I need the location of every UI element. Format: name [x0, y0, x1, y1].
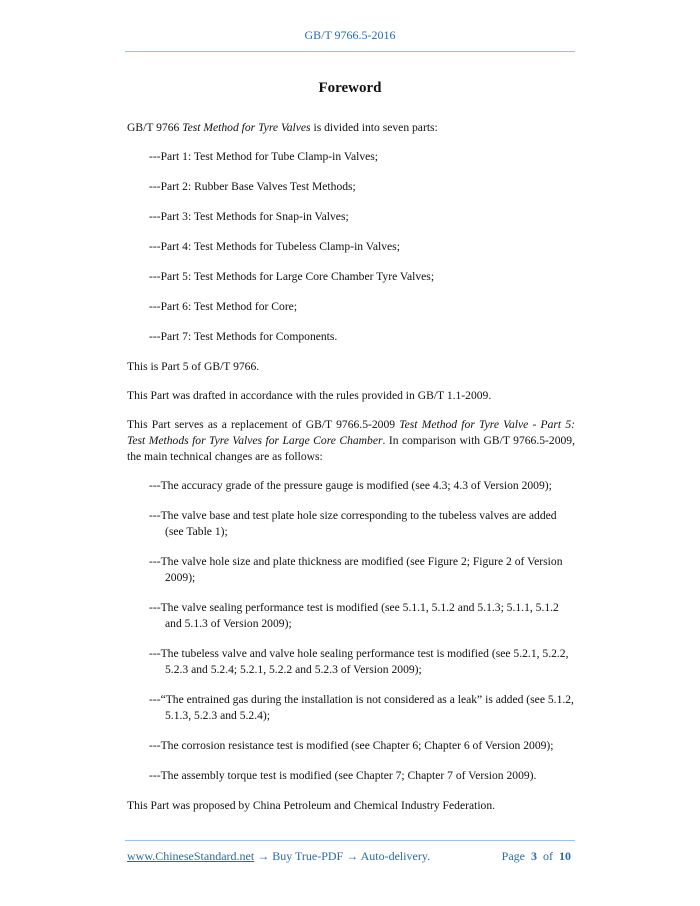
part-item: ---Part 4: Test Methods for Tubeless Clamp-in Valves; [149, 240, 400, 253]
change-item: ---The tubeless valve and valve hole sealing performance test is modified (see 5.2.1, 5.2.2, 5.2.3 and 5.2.4; 5.2.1, 5.2.2 and 5.2.3 of Version 2009); [149, 647, 569, 676]
replacement-title-italic: Test Method for Tyre Valve - Part 5: Test Methods for Tyre Valves for Large Core Chamber [127, 418, 575, 447]
footer-rule [125, 840, 575, 841]
intro-paragraph [127, 120, 575, 136]
website-link[interactable]: www.ChineseStandard.net [127, 849, 255, 863]
intro-title-italic: Test Method for Tyre Valves [182, 121, 311, 134]
page-title: Foreword [318, 80, 382, 96]
part5-paragraph: This is Part 5 of GB/T 9766. [127, 360, 260, 373]
part-item: ---Part 6: Test Method for Core; [149, 300, 298, 313]
part-item: ---Part 7: Test Methods for Components. [149, 330, 338, 343]
page-footer [127, 849, 575, 864]
of-label: of [543, 849, 553, 863]
part-item: ---Part 1: Test Method for Tube Clamp-in Valves; [149, 150, 379, 163]
page-indicator [502, 849, 571, 864]
document-body [127, 120, 575, 827]
page-number: 3 [531, 849, 537, 863]
replacement-text-post: . In comparison with GB/T 9766.5-2009, the main technical changes are as follows: [127, 434, 575, 463]
intro-text-post: is divided into seven parts: [310, 121, 438, 134]
drafted-paragraph: This Part was drafted in accordance with the rules provided in GB/T 1.1-2009. [127, 389, 492, 402]
replacement-paragraph [127, 417, 575, 465]
intro-text-pre: GB/T 9766 [127, 121, 183, 134]
part-item: ---Part 3: Test Methods for Snap-in Valves; [149, 210, 349, 223]
part-item: ---Part 5: Test Methods for Large Core Chamber Tyre Valves; [149, 270, 435, 283]
running-header: GB/T 9766.5-2016 [304, 28, 396, 42]
change-item: ---The valve base and test plate hole size corresponding to the tubeless valves are added (see Table 1); [149, 509, 557, 538]
change-item: ---The assembly torque test is modified (see Chapter 7; Chapter 7 of Version 2009). [149, 769, 537, 782]
change-item: ---The accuracy grade of the pressure gauge is modified (see 4.3; 4.3 of Version 2009); [149, 479, 552, 492]
proposed-paragraph: This Part was proposed by China Petroleum and Chemical Industry Federation. [127, 799, 496, 812]
change-item: ---The corrosion resistance test is modified (see Chapter 6; Chapter 6 of Version 2009); [149, 739, 554, 752]
header-rule [125, 51, 575, 52]
page-total: 10 [559, 849, 571, 863]
footer-tagline: → Buy True-PDF → Auto-delivery. [254, 849, 431, 863]
page-label: Page [501, 849, 525, 863]
part-item: ---Part 2: Rubber Base Valves Test Methods; [149, 180, 356, 193]
change-item: ---“The entrained gas during the installation is not considered as a leak” is added (see 5.1.2, 5.1.3, 5.2.3 and 5.2.4); [149, 693, 574, 722]
change-item: ---The valve sealing performance test is modified (see 5.1.1, 5.1.2 and 5.1.3; 5.1.1, 5.1.2 and 5.1.3 of Version 2009); [149, 601, 559, 630]
change-item: ---The valve hole size and plate thickness are modified (see Figure 2; Figure 2 of Version 2009); [149, 555, 563, 584]
replacement-text-pre: This Part serves as a replacement of GB/T 9766.5-2009 [127, 418, 400, 431]
